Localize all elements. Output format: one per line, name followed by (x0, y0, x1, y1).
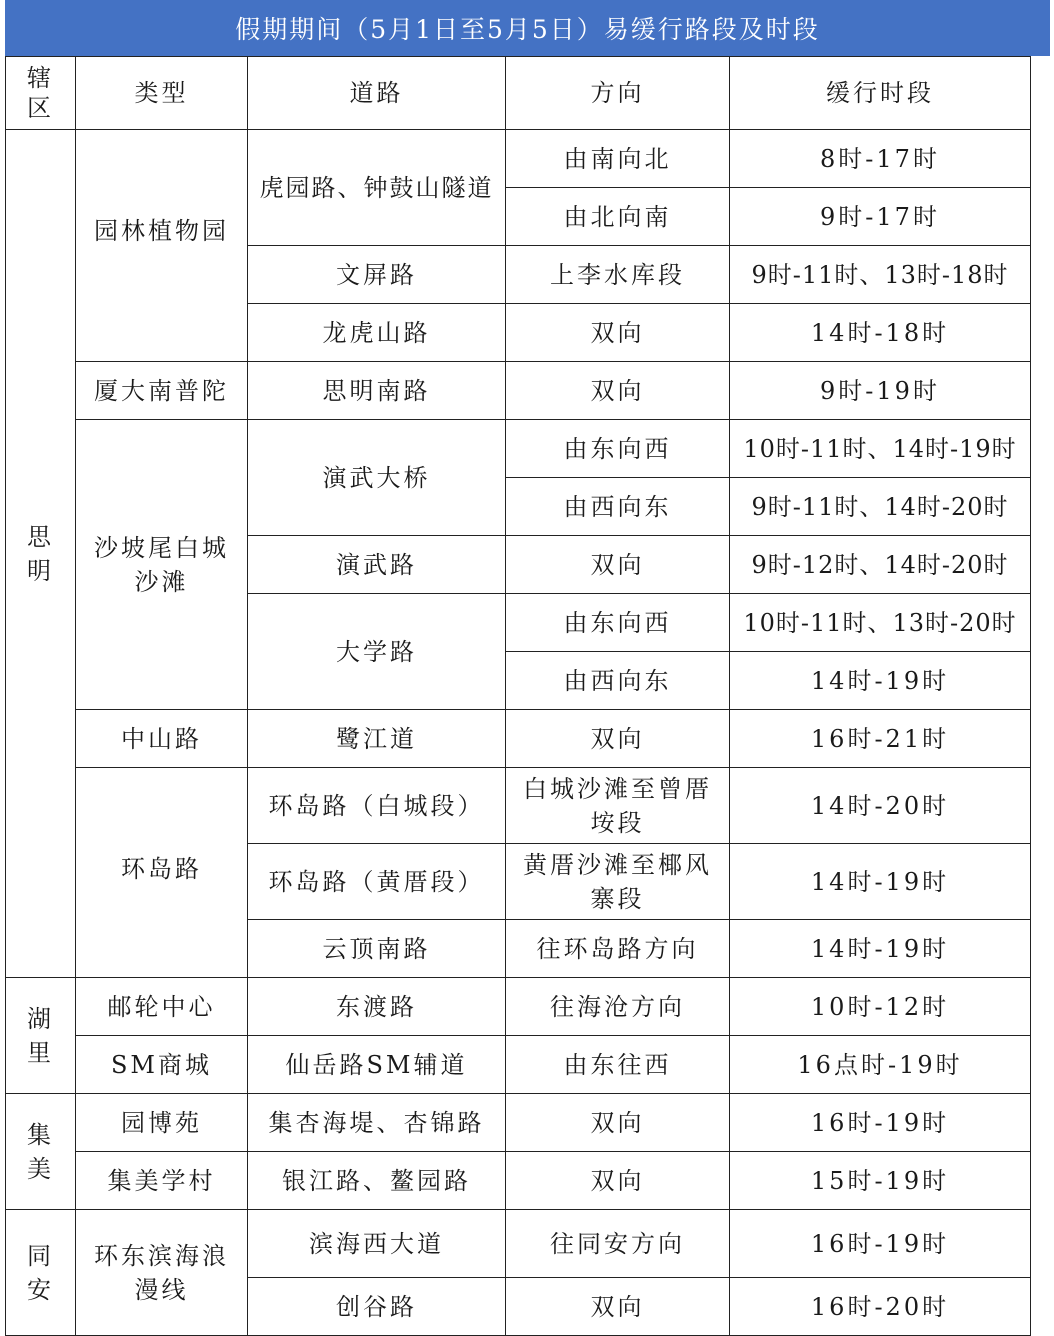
direction-cell: 由东往西 (506, 1036, 730, 1094)
table-row (6, 130, 1031, 188)
road-cell: 虎园路、钟鼓山隧道 (248, 130, 506, 246)
period-cell: 14时-18时 (730, 304, 1031, 362)
direction-cell: 由西向东 (506, 478, 730, 536)
direction-cell: 双向 (506, 304, 730, 362)
type-cell: SM商城 (76, 1036, 248, 1094)
period-cell: 10时-12时 (730, 978, 1031, 1036)
period-cell: 10时-11时、13时-20时 (730, 594, 1031, 652)
road-cell: 龙虎山路 (248, 304, 506, 362)
type-cell: 集美学村 (76, 1152, 248, 1210)
road-cell: 文屏路 (248, 246, 506, 304)
table-row (6, 1210, 1031, 1278)
period-cell: 9时-19时 (730, 362, 1031, 420)
road-cell: 云顶南路 (248, 920, 506, 978)
direction-cell: 由南向北 (506, 130, 730, 188)
road-cell: 鹭江道 (248, 710, 506, 768)
period-cell: 14时-19时 (730, 652, 1031, 710)
period-cell: 9时-11时、13时-18时 (730, 246, 1031, 304)
direction-cell: 由西向东 (506, 652, 730, 710)
period-cell: 9时-17时 (730, 188, 1031, 246)
type-cell: 环东滨海浪漫线 (76, 1210, 248, 1336)
period-cell: 14时-19时 (730, 844, 1031, 920)
direction-cell: 往环岛路方向 (506, 920, 730, 978)
type-cell: 环岛路 (76, 768, 248, 978)
period-cell: 16时-19时 (730, 1094, 1031, 1152)
period-cell: 14时-19时 (730, 920, 1031, 978)
period-cell: 16时-20时 (730, 1278, 1031, 1336)
road-cell: 环岛路（白城段） (248, 768, 506, 844)
road-cell: 滨海西大道 (248, 1210, 506, 1278)
type-cell: 园博苑 (76, 1094, 248, 1152)
road-cell: 创谷路 (248, 1278, 506, 1336)
direction-cell: 往海沧方向 (506, 978, 730, 1036)
direction-cell: 白城沙滩至曾厝垵段 (506, 768, 730, 844)
type-cell: 沙坡尾白城沙滩 (76, 420, 248, 710)
district-cell-siming: 思明 (6, 130, 76, 978)
table-row (6, 1152, 1031, 1210)
direction-cell: 双向 (506, 536, 730, 594)
period-cell: 15时-19时 (730, 1152, 1031, 1210)
district-cell-tongan: 同安 (6, 1210, 76, 1336)
road-cell: 大学路 (248, 594, 506, 710)
type-cell: 园林植物园 (76, 130, 248, 362)
header-type: 类型 (76, 57, 248, 130)
table-row (6, 978, 1031, 1036)
table-title: 假期期间（5月1日至5月5日）易缓行路段及时段 (5, 0, 1050, 56)
header-district: 辖区 (6, 57, 76, 130)
header-direction: 方向 (506, 57, 730, 130)
direction-cell: 黄厝沙滩至椰风寨段 (506, 844, 730, 920)
table-row (6, 362, 1031, 420)
period-cell: 14时-20时 (730, 768, 1031, 844)
type-cell: 中山路 (76, 710, 248, 768)
table-row (6, 420, 1031, 478)
direction-cell: 往同安方向 (506, 1210, 730, 1278)
period-cell: 16点时-19时 (730, 1036, 1031, 1094)
table-row (6, 768, 1031, 844)
type-cell: 厦大南普陀 (76, 362, 248, 420)
road-cell: 环岛路（黄厝段） (248, 844, 506, 920)
district-cell-jimei: 集美 (6, 1094, 76, 1210)
direction-cell: 双向 (506, 1094, 730, 1152)
road-cell: 演武大桥 (248, 420, 506, 536)
period-cell: 8时-17时 (730, 130, 1031, 188)
direction-cell: 双向 (506, 362, 730, 420)
road-cell: 思明南路 (248, 362, 506, 420)
header-period: 缓行时段 (730, 57, 1031, 130)
table-row (6, 1036, 1031, 1094)
type-cell: 邮轮中心 (76, 978, 248, 1036)
road-cell: 东渡路 (248, 978, 506, 1036)
district-cell-huli: 湖里 (6, 978, 76, 1094)
road-cell: 集杏海堤、杏锦路 (248, 1094, 506, 1152)
direction-cell: 上李水库段 (506, 246, 730, 304)
period-cell: 9时-11时、14时-20时 (730, 478, 1031, 536)
road-cell: 演武路 (248, 536, 506, 594)
direction-cell: 双向 (506, 710, 730, 768)
period-cell: 10时-11时、14时-19时 (730, 420, 1031, 478)
traffic-table (5, 56, 1031, 1336)
direction-cell: 由东向西 (506, 594, 730, 652)
road-cell: 仙岳路SM辅道 (248, 1036, 506, 1094)
direction-cell: 双向 (506, 1152, 730, 1210)
period-cell: 16时-19时 (730, 1210, 1031, 1278)
direction-cell: 双向 (506, 1278, 730, 1336)
road-cell: 银江路、鳌园路 (248, 1152, 506, 1210)
table-row (6, 710, 1031, 768)
direction-cell: 由东向西 (506, 420, 730, 478)
period-cell: 16时-21时 (730, 710, 1031, 768)
table-row (6, 1094, 1031, 1152)
period-cell: 9时-12时、14时-20时 (730, 536, 1031, 594)
direction-cell: 由北向南 (506, 188, 730, 246)
header-road: 道路 (248, 57, 506, 130)
header-row (6, 57, 1031, 130)
